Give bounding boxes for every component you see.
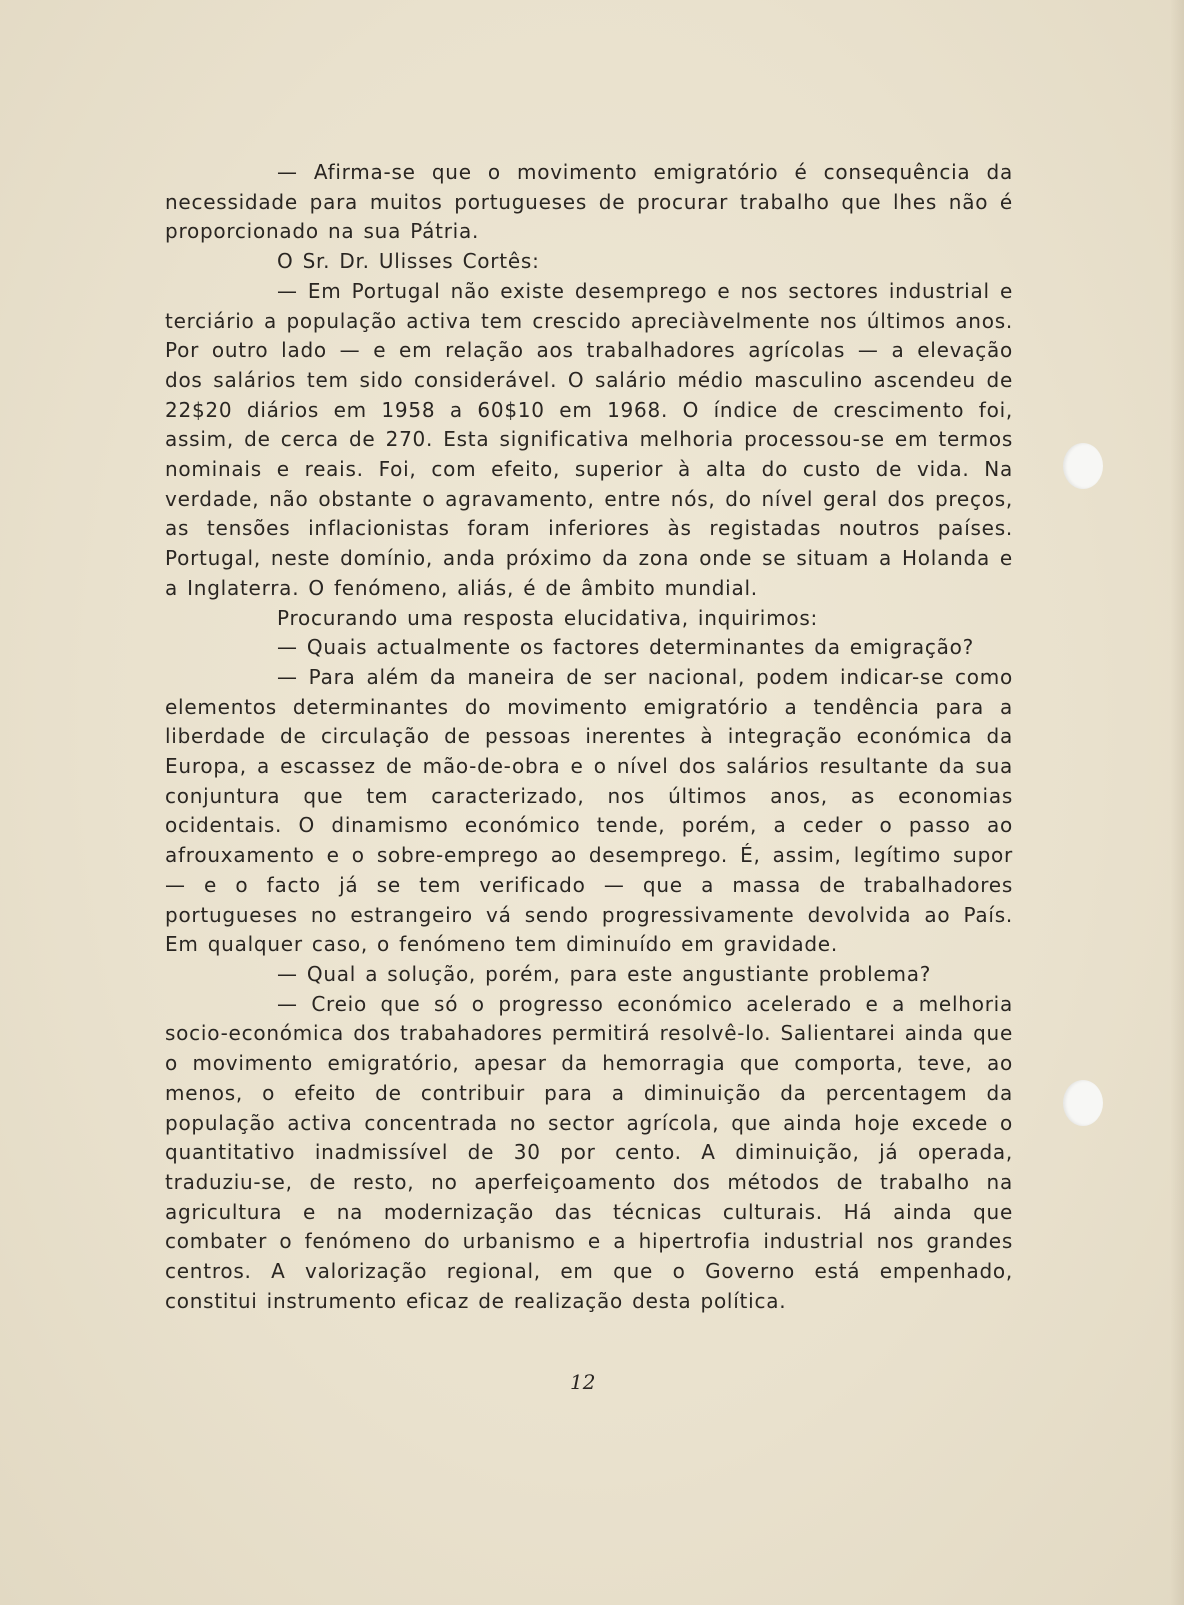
paragraph: — Creio que só o progresso económico acelerado e a melhoria socio-económica dos trabahadores permitirá resolvê-lo. Salientarei ainda que o movimento emigratório, apesar da hemorragia que comporta, teve, ao menos, o efeito de contribuir para a diminuição da percentagem da população activa concentrada no sector agrícola, que ainda hoje excede o quantitativo inadmissível de 30 por cento. A diminuição, já operada, traduziu-se, de resto, no aperfeiçoamento dos métodos de trabalho na agricultura e na modernização das técnicas culturais. Há ainda que combater o fenómeno do urbanismo e a hipertrofia industrial nos grandes centros. A valorização regional, em que o Governo está empenhado, constitui instrumento eficaz de realização desta política. xyxy=(165,991,1013,1313)
paragraph: — Quais actualmente os factores determinantes da emigração? xyxy=(277,635,974,660)
paragraph: — Em Portugal não existe desemprego e nos sectores industrial e terciário a população activa tem crescido apreciàvelmente nos últimos anos. Por outro lado — e em relação aos trabalhadores agrícolas — a elevação dos salários tem sido considerável. O salário médio masculino ascendeu de 22$20 diários em 1958 a 60$10 em 1968. O índice de crescimento foi, assim, de cerca de 270. Esta significativa melhoria processou-se em termos nominais e reais. Foi, com efeito, superior à alta do custo de vida. Na verdade, não obstante o agravamento, entre nós, do nível geral dos preços, as tensões inflacionistas foram inferiores às registadas noutros países. Portugal, neste domínio, anda próximo da zona onde se situam a Holanda e a Inglaterra. O fenómeno, aliás, é de âmbito mundial. xyxy=(165,278,1013,600)
paragraph: — Para além da maneira de ser nacional, podem indicar-se como elementos determinantes do movimento emigratório a tendência para a liberdade de circulação de pessoas inerentes à integração económica da Europa, a escassez de mão-de-obra e o nível dos salários resultante da sua conjuntura que tem caracterizado, nos últimos anos, as economias ocidentais. O dinamismo económico tende, porém, a ceder o passo ao afrouxamento e o sobre-emprego ao desemprego. É, assim, legítimo supor — e o facto já se tem verificado — que a massa de trabalhadores portugueses no estrangeiro vá sendo progressivamente devolvida ao País. Em qualquer caso, o fenómeno tem diminuído em gravidade. xyxy=(165,664,1013,957)
paragraph: Procurando uma resposta elucidativa, inquirimos: xyxy=(277,605,818,630)
paragraph: — Afirma-se que o movimento emigratório é consequência da necessidade para muitos portugueses de procurar trabalho que lhes não é proporcionado na sua Pátria. xyxy=(165,160,1013,244)
page-number: 12 xyxy=(570,1370,596,1394)
punch-hole-bottom xyxy=(1063,1080,1103,1126)
paragraph: — Qual a solução, porém, para este angustiante problema? xyxy=(277,961,932,986)
paragraph: O Sr. Dr. Ulisses Cortês: xyxy=(277,249,540,274)
page-edge-shadow xyxy=(1170,0,1184,1605)
punch-hole-top xyxy=(1063,443,1103,489)
body-text xyxy=(165,158,1013,1316)
